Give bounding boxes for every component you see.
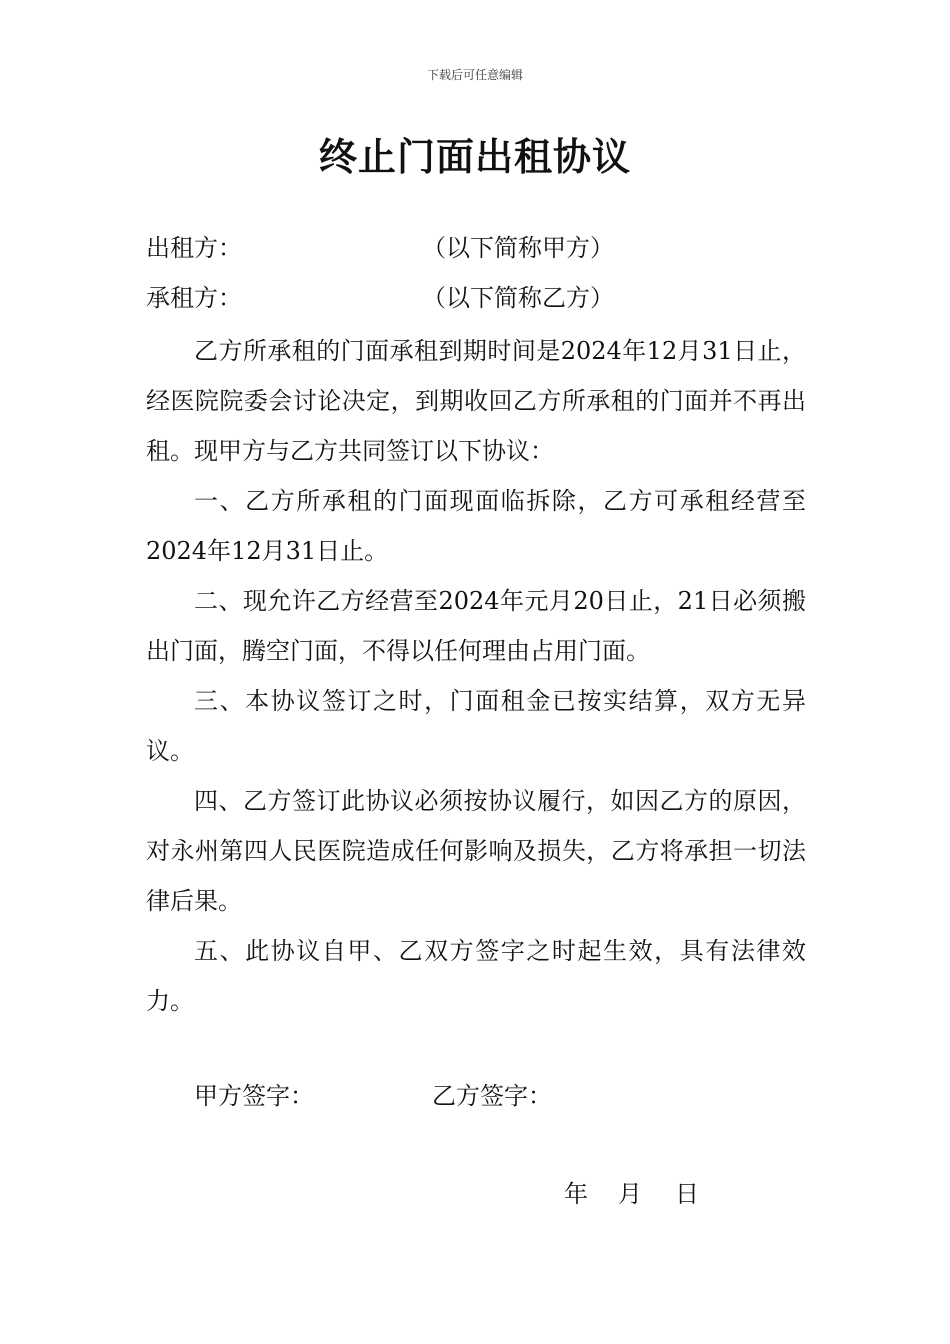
clause-1: 一、乙方所承租的门面现面临拆除，乙方可承租经营至2024年12月31日止。 [146, 487, 806, 565]
date-day-label: 日 [675, 1180, 699, 1208]
lessor-label: 出租方： [146, 234, 242, 262]
intro-paragraph: 乙方所承租的门面承租到期时间是2024年12月31日止，经医院院委会讨论决定，到期收回乙方所承租的门面并不再出租。现甲方与乙方共同签订以下协议： [146, 337, 806, 465]
lessor-alias: （以下简称甲方） [422, 234, 614, 262]
clause-4: 四、乙方签订此协议必须按协议履行，如因乙方的原因，对永州第四人民医院造成任何影响及损失，乙方将承担一切法律后果。 [146, 787, 806, 915]
clause-2: 二、现允许乙方经营至2024年元月20日止，21日必须搬出门面，腾空门面，不得以任何理由占用门面。 [146, 587, 806, 665]
signature-row [194, 1078, 754, 1114]
date-year-label: 年 [564, 1180, 588, 1208]
lessee-label: 承租方： [146, 284, 242, 312]
agreement-body [146, 326, 806, 1026]
header-note: 下载后可任意编辑 [426, 68, 523, 82]
party-b-signature-label: 乙方签字： [432, 1082, 552, 1110]
lessee-alias: （以下简称乙方） [422, 284, 614, 312]
clause-5: 五、此协议自甲、乙双方签字之时起生效，具有法律效力。 [146, 937, 806, 1015]
party-a-signature-label: 甲方签字： [194, 1082, 314, 1110]
date-line [564, 1176, 764, 1212]
clause-3: 三、本协议签订之时，门面租金已按实结算，双方无异议。 [146, 687, 806, 765]
document-title: 终止门面出租协议 [318, 135, 631, 179]
date-month-label: 月 [618, 1180, 642, 1208]
